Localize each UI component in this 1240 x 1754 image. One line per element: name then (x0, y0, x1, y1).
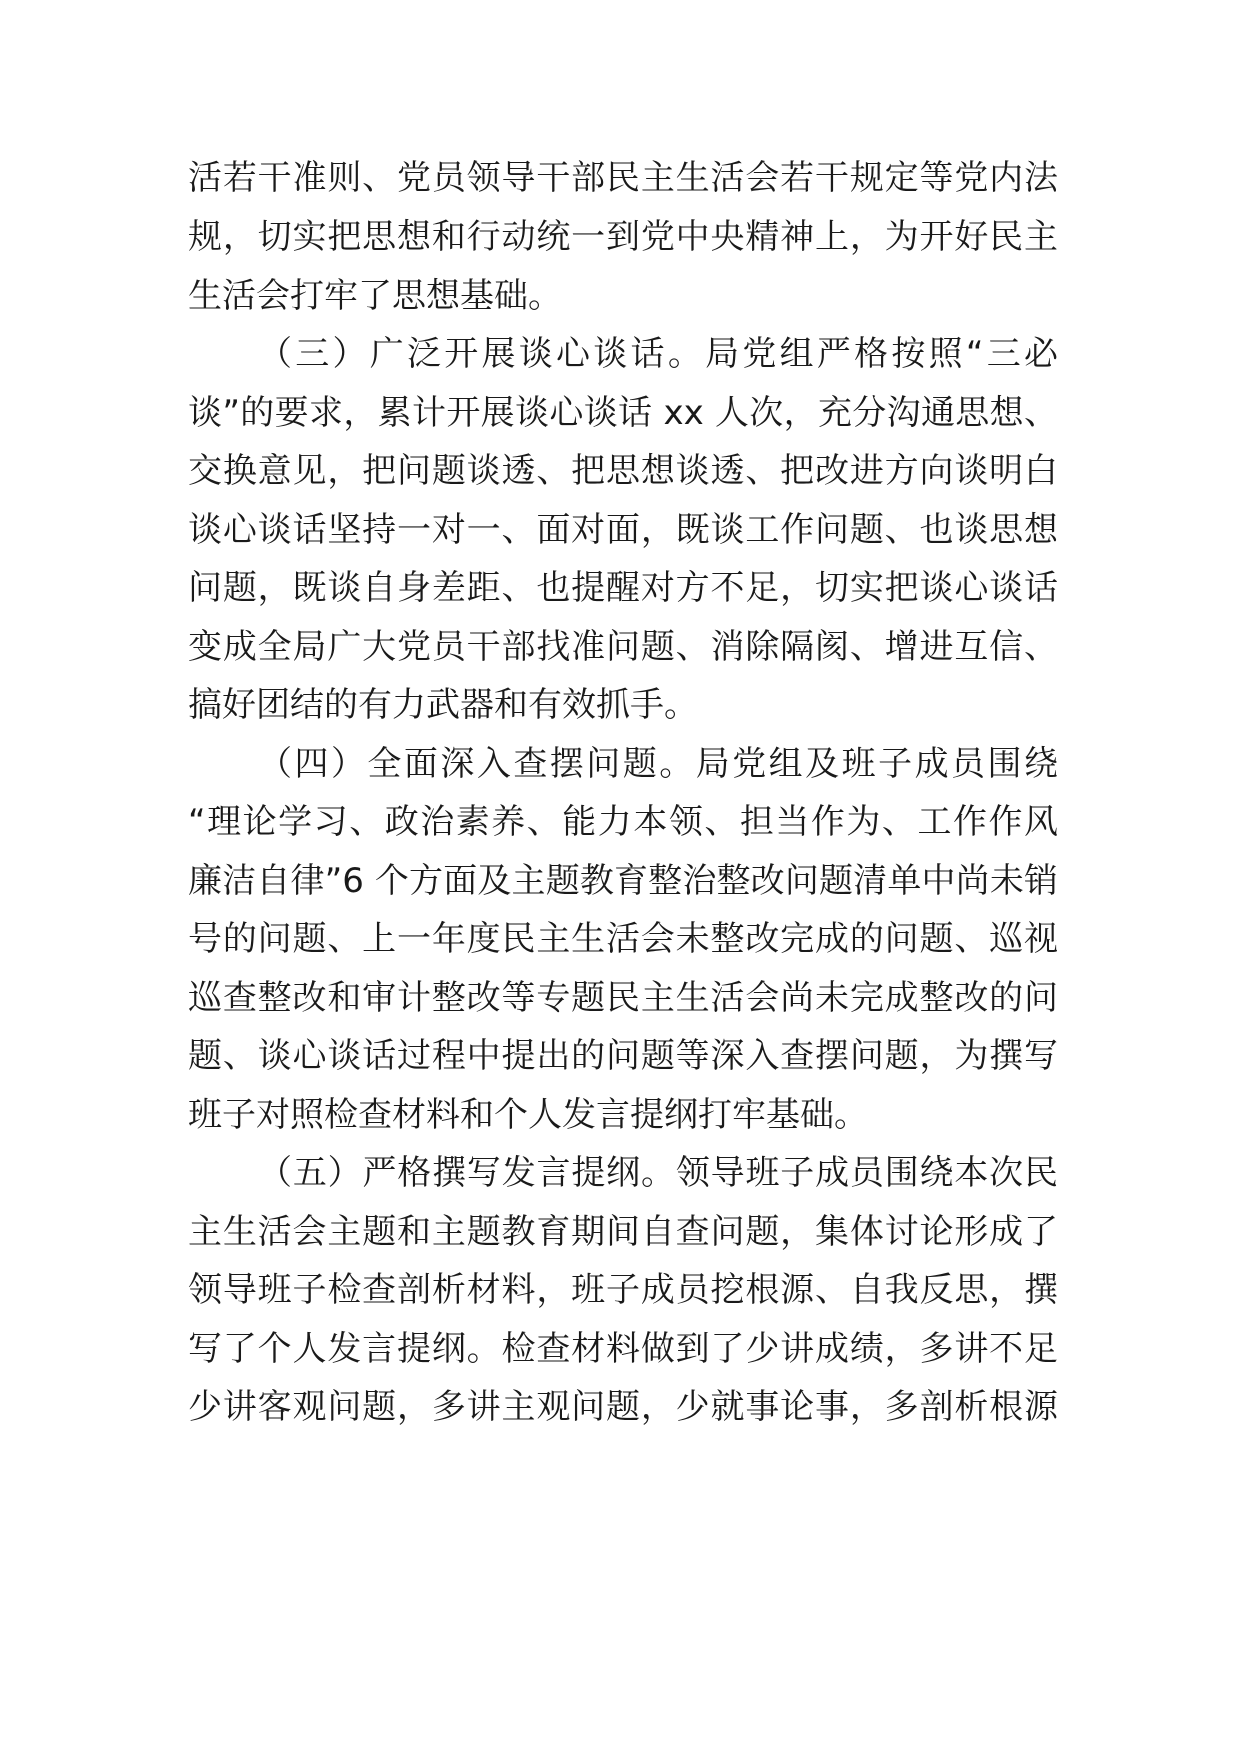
text-line: 主生活会主题和主题教育期间自查问题，集体讨论形成了 (188, 1212, 1058, 1252)
section-heading-line: （三）广泛开展谈心谈话。局党组严格按照“三必 (258, 334, 1058, 374)
text-line: 问题，既谈自身差距、也提醒对方不足，切实把谈心谈话 (188, 568, 1058, 608)
text-line: 廉洁自律”6 个方面及主题教育整治整改问题清单中尚未销 (188, 861, 1058, 901)
text-line: 规，切实把思想和行动统一到党中央精神上，为开好民主 (188, 217, 1058, 257)
text-line: 交换意见，把问题谈透、把思想谈透、把改进方向谈明白 (188, 451, 1058, 491)
text-line: 谈心谈话坚持一对一、面对面，既谈工作问题、也谈思想 (188, 510, 1058, 550)
section-heading-line: （四）全面深入查摆问题。局党组及班子成员围绕 (258, 744, 1058, 784)
text-line: 领导班子检查剖析材料，班子成员挖根源、自我反思，撰 (188, 1270, 1058, 1310)
text-line: 班子对照检查材料和个人发言提纲打牢基础。 (188, 1095, 868, 1135)
text-line: 巡查整改和审计整改等专题民主生活会尚未完成整改的问 (188, 978, 1058, 1018)
text-line: 生活会打牢了思想基础。 (188, 276, 562, 316)
text-line: 少讲客观问题，多讲主观问题，少就事论事，多剖析根源 (188, 1387, 1058, 1427)
text-line: 号的问题、上一年度民主生活会未整改完成的问题、巡视 (188, 919, 1058, 959)
text-line: 写了个人发言提纲。检查材料做到了少讲成绩，多讲不足 (188, 1329, 1058, 1369)
text-line: 搞好团结的有力武器和有效抓手。 (188, 685, 698, 725)
text-line: 活若干准则、党员领导干部民主生活会若干规定等党内法 (188, 158, 1058, 198)
section-heading-line: （五）严格撰写发言提纲。领导班子成员围绕本次民 (258, 1153, 1058, 1193)
text-line: 题、谈心谈话过程中提出的问题等深入查摆问题，为撰写 (188, 1036, 1058, 1076)
text-line: “理论学习、政治素养、能力本领、担当作为、工作作风 (188, 802, 1058, 842)
text-line: 变成全局广大党员干部找准问题、消除隔阂、增进互信、 (188, 627, 1058, 667)
text-line: 谈”的要求，累计开展谈心谈话 xx 人次，充分沟通思想、 (188, 393, 1058, 433)
